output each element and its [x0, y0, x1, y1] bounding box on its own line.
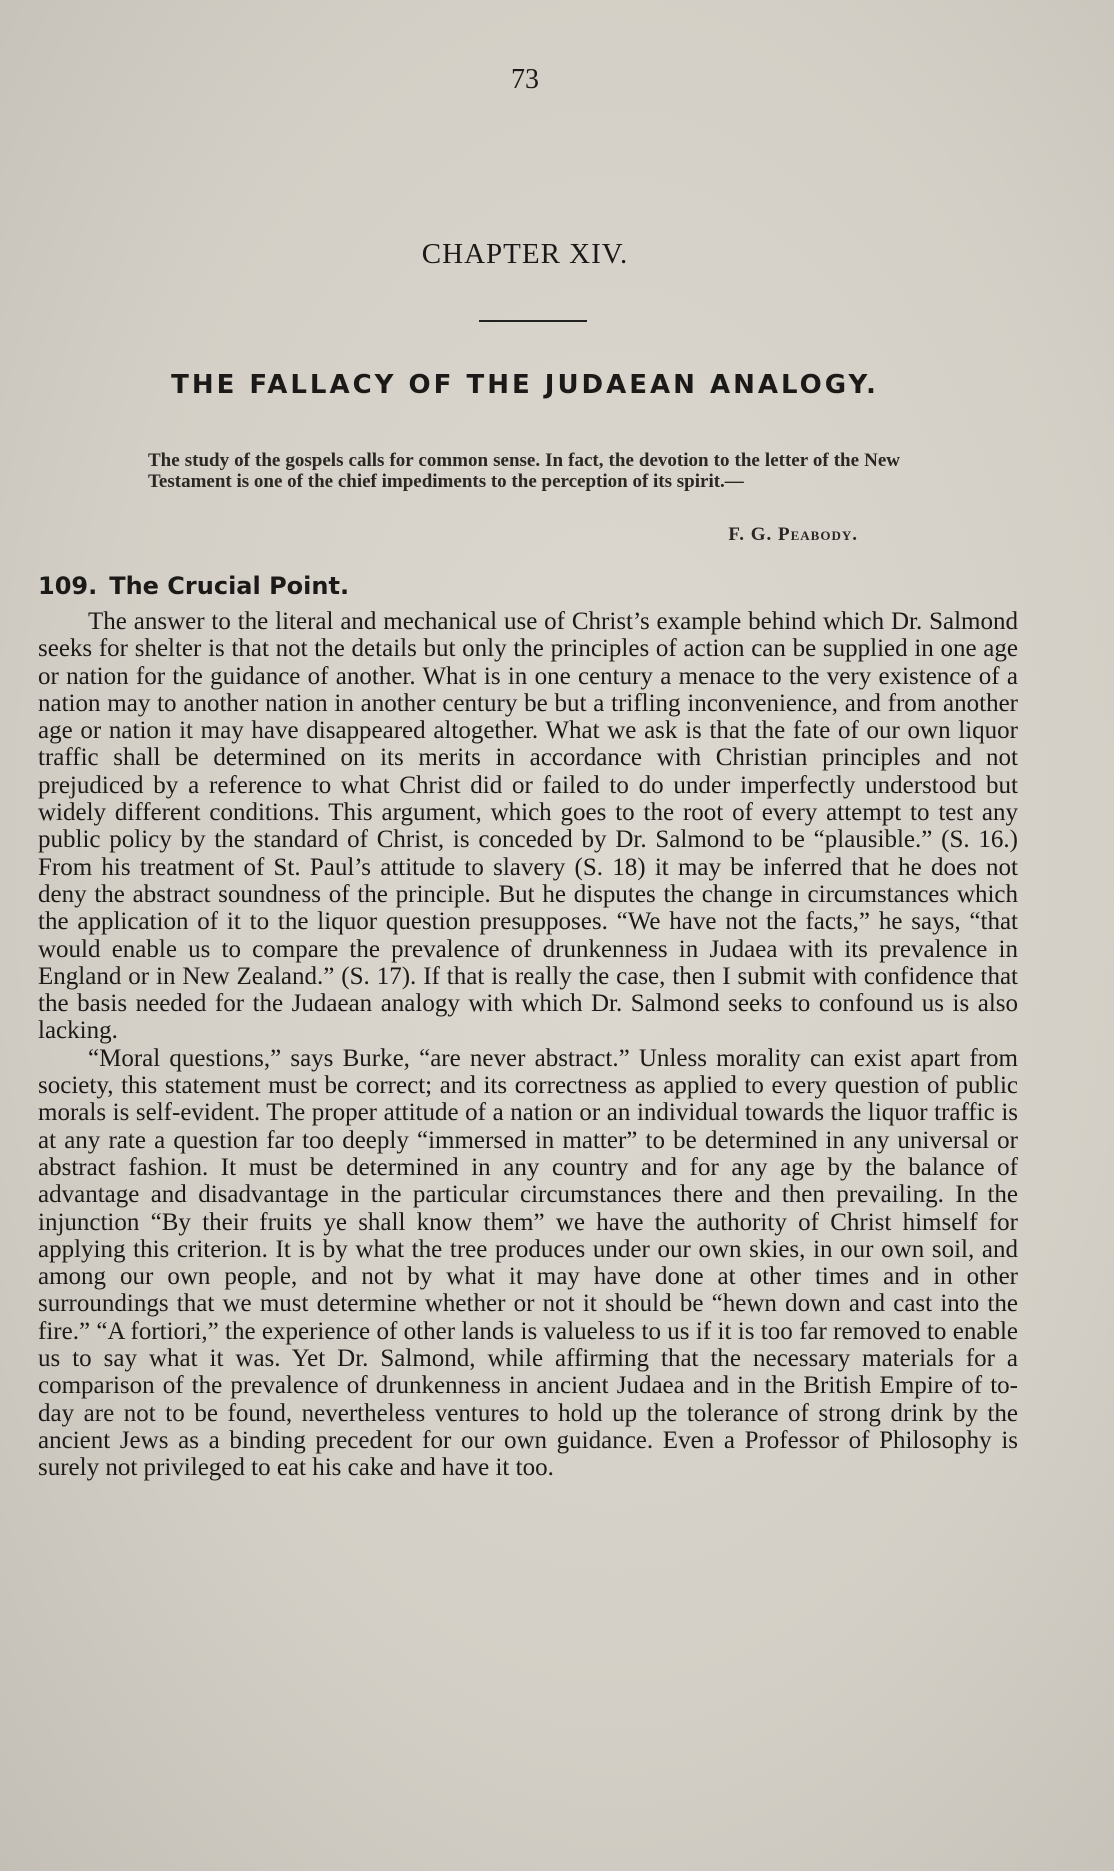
page-number: 73 [511, 64, 539, 95]
section-number: 109. [38, 572, 98, 600]
chapter-number: CHAPTER XIV. [421, 238, 629, 270]
body-text [38, 608, 1018, 1482]
section-heading [38, 572, 349, 600]
epigraph-attribution: F. G. Peabody. [728, 524, 858, 545]
paragraph: The answer to the literal and mechanical use of Christ’s example behind which Dr. Salmond seeks for shelter is that not the details but only the principles of action can be supplied in one age or nation for the guidance of another. What is in one century a menace to the very existence of a nation may to another nation in another century be but a trifling inconvenience, and from another age or nation it may have disappeared altogether. What we ask is that the fate of our own liquor traffic shall be determined on its merits in accordance with Christian principles and not prejudiced by a reference to what Christ did or failed to do under imperfectly understood but widely different conditions. This argument, which goes to the root of every attempt to test any public policy by the standard of Christ, is conceded by Dr. Salmond to be “plausible.” (S. 16.) From his treatment of St. Paul’s attitude to slavery (S. 18) it may be inferred that he does not deny the abstract soundness of the principle. But he disputes the change in circumstances which the application of it to the liquor question presupposes. “We have not the facts,” he says, “that would enable us to compare the prevalence of drunkenness in Judaea with its prevalence in England or in New Zealand.” (S. 17). If that is really the case, then I submit with confidence that the basis needed for the Judaean analogy with which Dr. Salmond seeks to confound us is also lacking. [38, 608, 1018, 1045]
title-divider [479, 320, 587, 322]
paragraph: “Moral questions,” says Burke, “are never abstract.” Unless morality can exist apart from society, this statement must be correct; and its correctness as applied to every question of public morals is self-evident. The proper attitude of a nation or an individual towards the liquor traffic is at any rate a question far too deeply “immersed in matter” to be determined in any universal or abstract fashion. It must be determined in any country and for any age by the balance of advantage and disadvantage in the particular circumstances there and then prevailing. In the injunction “By their fruits ye shall know them” we have the authority of Christ himself for applying this criterion. It is by what the tree produces under our own skies, in our own soil, and among our own people, and not by what it may have done at other times and in other surroundings that we must determine whether or not it should be “hewn down and cast into the fire.” “A fortiori,” the experience of other lands is valueless to us if it is too far removed to enable us to say what it was. Yet Dr. Salmond, while affirming that the necessary materials for a comparison of the prevalence of drunkenness in ancient Judaea and in the British Empire of to-day are not to be found, nevertheless ventures to hold up the tolerance of strong drink by the ancient Jews as a binding precedent for our own guidance. Even a Professor of Philosophy is surely not privileged to eat his cake and have it too. [38, 1044, 1018, 1482]
epigraph-quote: The study of the gospels calls for common sense. In fact, the devotion to the letter of the New Testament is one of the chief impediments to the perception of its spirit.— [148, 450, 900, 492]
chapter-title: THE FALLACY OF THE JUDAEAN ANALOGY. [171, 370, 879, 400]
section-title: The Crucial Point. [109, 572, 350, 600]
